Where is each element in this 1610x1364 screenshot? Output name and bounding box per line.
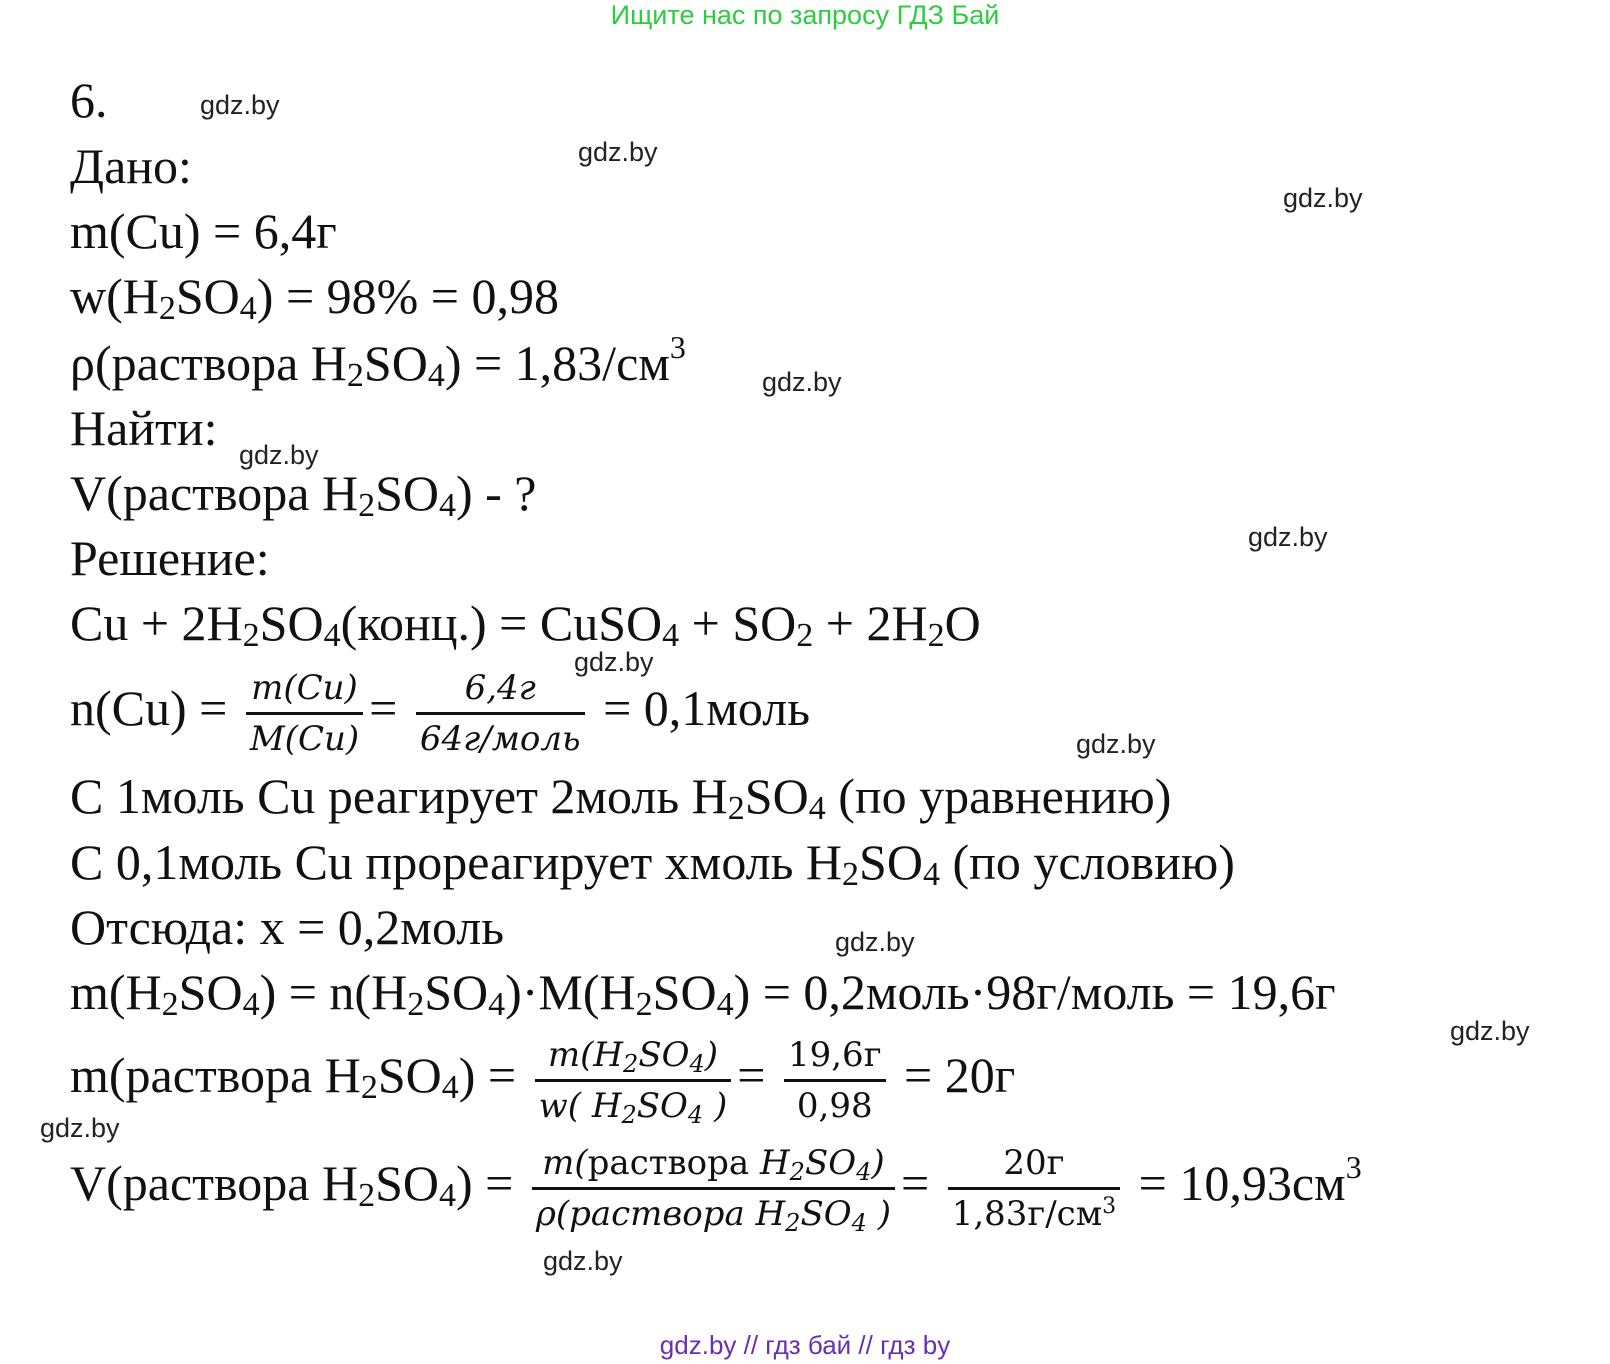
watermark: gdz.by: [1076, 729, 1156, 759]
watermark: gdz.by: [1450, 1016, 1530, 1046]
watermark: gdz.by: [200, 90, 280, 120]
fraction-volume-values: $\frac{20г}{1,83г/см^3}$: [948, 1141, 1120, 1236]
given-density: ρ(раствора $H_2SO_4) = 1,83/см^3$: [70, 329, 686, 394]
given-mass-fraction: $w(H_2SO_4) = 98\% = 0,98$: [70, 268, 559, 327]
footer-links[interactable]: gdz.by // гдз бай // гдз by: [659, 1330, 951, 1360]
watermark: gdz.by: [578, 137, 658, 167]
ratio-by-equation: С 1моль Cu реагирует 2моль $H_2SO_4$ (по уравнению): [70, 768, 1172, 827]
watermark: gdz.by: [762, 367, 842, 397]
find-volume: V(раствора $H_2SO_4$) - ?: [70, 465, 537, 524]
mass-solution-formula: m(раствора $H_2SO_4$) = $\frac{m(H_2SO_4)}{w( H_2SO_4 )}$ = $\frac{19,6г}{0,98}$ = 20г: [70, 1035, 1016, 1130]
search-banner[interactable]: Ищите нас по запросу ГДЗ Бай: [610, 0, 1000, 30]
watermark: gdz.by: [1248, 522, 1328, 552]
fraction-m-over-M: $\frac{m(Cu)}{M(Cu)}$: [246, 666, 363, 761]
mass-h2so4-formula: $m(H_2SO_4) = n(H_2SO_4)\cdot M(H_2SO_4)$ = 0,2моль·98г/моль = 19,6г: [70, 964, 1336, 1023]
given-mass-cu: m(Cu) = 6,4г: [70, 203, 337, 259]
fraction-mass-values: $\frac{19,6г}{0,98}$: [784, 1033, 886, 1128]
ratio-by-condition: С 0,1моль Cu прореагирует хмоль $H_2SO_4$ (по условию): [70, 834, 1235, 893]
task-number: 6.: [70, 72, 108, 128]
reaction-equation: $Cu + 2H_2SO_4(конц.)$ = CuSO$_4$ + $SO_2 + 2H_2O$: [70, 595, 981, 654]
watermark: gdz.by: [543, 1246, 623, 1276]
fraction-mass-over-fraction: $\frac{m(H_2SO_4)}{w( H_2SO_4 )}$: [535, 1033, 732, 1128]
find-heading: Найти:: [70, 400, 218, 456]
watermark: gdz.by: [835, 927, 915, 957]
watermark: gdz.by: [574, 647, 654, 677]
moles-cu-formula: n(Cu) = $\frac{m(Cu)}{M(Cu)}$ = $\frac{6,4г}{\text{64г/моль}}$ = 0,1моль: [70, 668, 810, 760]
fraction-mass-over-density: $\frac{m(раствора H_2SO_4)}{\rho(раствора H_2SO_4 )}$: [532, 1141, 895, 1236]
fraction-values: $\frac{6,4г}{\text{64г/моль}}$: [416, 666, 585, 761]
watermark: gdz.by: [40, 1113, 120, 1143]
solution-heading: Решение:: [70, 530, 270, 586]
result-x: Отсюда: x = 0,2моль: [70, 899, 505, 955]
watermark: gdz.by: [239, 440, 319, 470]
given-heading: Дано:: [70, 138, 192, 194]
watermark: gdz.by: [1283, 183, 1363, 213]
volume-solution-formula: V(раствора $H_2SO_4$) = $\frac{m(раствора H_2SO_4)}{\rho(раствора H_2SO_4 )}$ = $\frac{20г}{1,83г/см^3}$ = $10,93см^3$: [70, 1143, 1362, 1238]
